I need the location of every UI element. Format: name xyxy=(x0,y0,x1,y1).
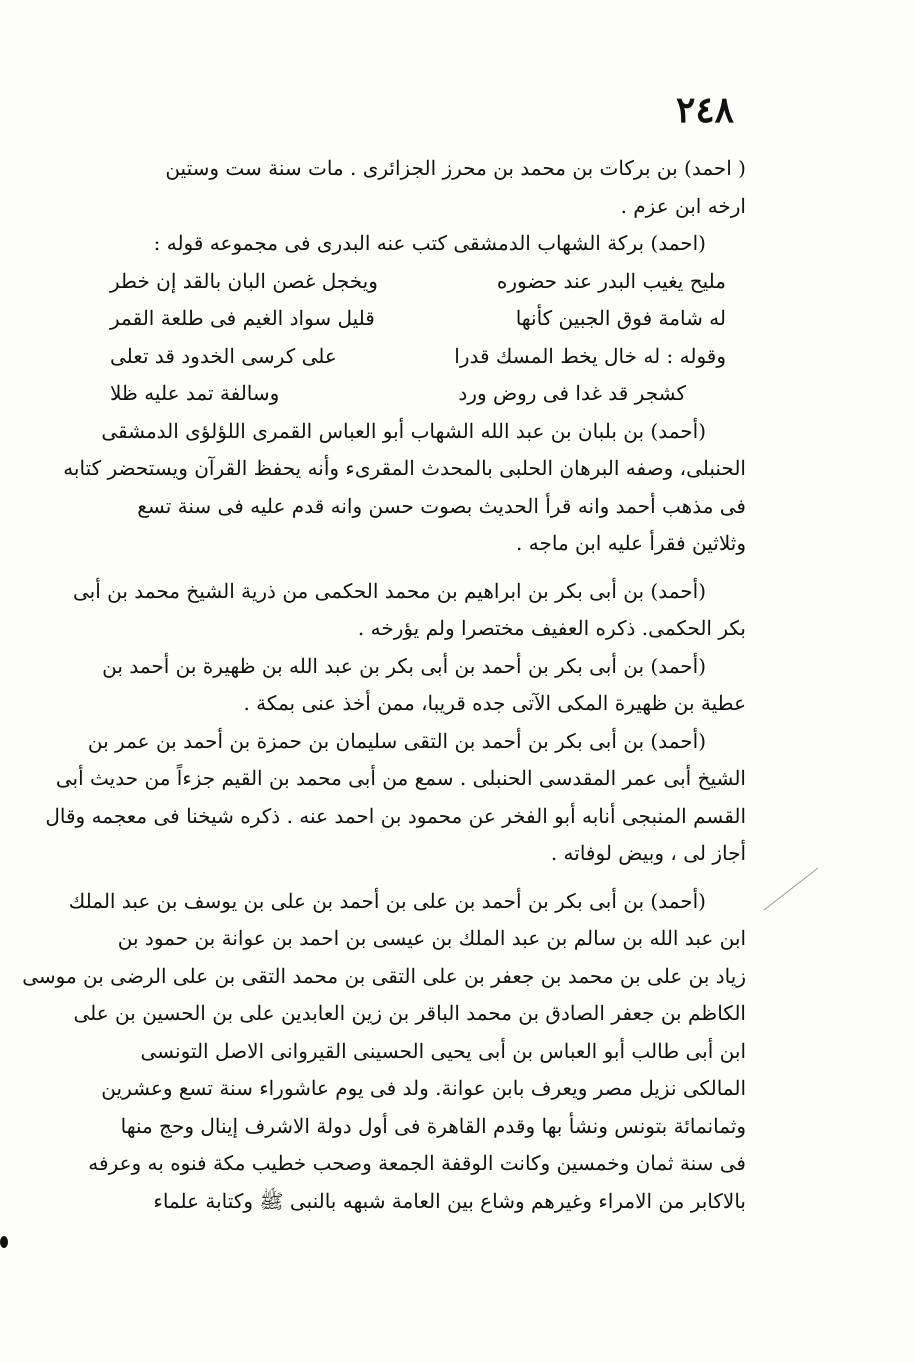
entry-ahmad-bin-zuhayra xyxy=(102,648,746,723)
entry-line: (أحمد) بن بلبان بن عبد الله الشهاب أبو العباس القمرى اللؤلؤى الدمشقى xyxy=(101,418,706,443)
poem-2-verse-2-second-half: وسالفة تمد عليه ظلا xyxy=(110,381,280,405)
entry-line: المالكى نزيل مصر ويعرف بابن عوانة. ولد فى يوم عاشوراء سنة تسع وعشرين xyxy=(101,1076,746,1100)
entry-line: أجاز لى ، وبيض لوفاته . xyxy=(550,841,746,865)
poem-2 xyxy=(106,338,746,413)
poem-2-verse-2 xyxy=(106,375,746,413)
poem-2-verse-1-first-half: وقوله : له خال يخط المسك قدرا xyxy=(454,343,726,368)
entry-line: الكاظم بن جعفر الصادق بن محمد الباقر بن زين العابدين على بن الحسين بن على xyxy=(73,1001,746,1025)
entry-line: (أحمد) بن أبى بكر بن ابراهيم بن محمد الحكمى من ذرية الشيخ محمد بن أبى xyxy=(72,578,706,603)
poem-2-verse-2-first-half: كشجر قد غدا فى روض ورد xyxy=(458,381,686,405)
poem-1-verse-1-first-half: مليح يغيب البدر عند حضوره xyxy=(496,268,726,293)
entry-line: فى مذهب أحمد وانه قرأ الحديث بصوت حسن وانه قدم عليه فى سنة تسع xyxy=(137,493,746,518)
entry-line: الشيخ أبى عمر المقدسى الحنبلى . سمع من أبى محمد بن القيم جزءاً من حديث أبى xyxy=(55,766,746,790)
entry-line: الحنبلى، وصفه البرهان الحلبى بالمحدث المقرىء وأنه يحفظ القرآن ويستحضر كتابه xyxy=(63,456,746,480)
poem-1 xyxy=(106,263,746,338)
main-text-block xyxy=(22,150,746,1220)
entry-line: (أحمد) بن أبى بكر بن أحمد بن أبى بكر بن عبد الله بن ظهيرة بن أحمد بن xyxy=(102,653,706,678)
entry-line: ابن أبى طالب أبو العباس بن أبى يحيى الحسينى القيروانى الاصل التونسى xyxy=(140,1038,746,1063)
entry-ahmad-al-hakami xyxy=(72,573,746,648)
entry-line: القسم المنبجى أنابه أبو الفخر عن محمود بن احمد عنه . ذكره شيخنا فى معجمه وقال xyxy=(45,803,746,828)
margin-pencil-stroke xyxy=(762,864,822,912)
entry-line: (أحمد) بن أبى بكر بن أحمد بن التقى سليمان بن حمزة بن أحمد بن عمر بن xyxy=(87,728,706,753)
edge-ink-dot xyxy=(0,1236,8,1248)
entry-ahmad-ibn-awana xyxy=(22,883,746,1221)
page-number: ٢٤٨ xyxy=(675,89,734,131)
poem-1-verse-2 xyxy=(106,300,746,338)
entry-line: زياد بن على بن محمد بن جعفر بن على التقى بن محمد التقى بن على الرضى بن موسى xyxy=(22,963,746,988)
entry-line: بالاكابر من الامراء وغيرهم وشاع بين العامة شبهه بالنبى ﷺ وكتابة علماء xyxy=(153,1188,746,1213)
entry-line: بكر الحكمى. ذكره العفيف مختصرا ولم يؤرخه . xyxy=(357,616,746,640)
entry-line: وثلاثين فقرأ عليه ابن ماجه . xyxy=(516,531,746,555)
entry-line: عطية بن ظهيرة المكى الآتى جده قريبا، ممن أخذ عنى بمكة . xyxy=(243,691,746,715)
entry-ahmad-al-maqdisi xyxy=(45,723,746,873)
entry-line: فى سنة ثمان وخمسين وكانت الوقفة الجمعة وصحب خطيب مكة فنوه به وعرفه xyxy=(88,1151,746,1175)
poem-2-verse-1-second-half: على كرسى الخدود قد تعلى xyxy=(110,343,337,368)
poem-1-verse-1-second-half: ويخجل غصن البان بالقد إن خطر xyxy=(110,268,378,293)
text-line-entry-ahmad-barakat-2: ارخه ابن عزم . xyxy=(620,193,746,218)
poem-2-verse-1 xyxy=(106,338,746,376)
text-line-entry-ahmad-barakat-1: ( احمد) بن بركات بن محمد بن محرز الجزائرى . مات سنة ست وستين xyxy=(165,156,746,180)
poem-1-verse-1 xyxy=(106,263,746,301)
entry-line: (أحمد) بن أبى بكر بن أحمد بن على بن أحمد بن على بن يوسف بن عبد الملك xyxy=(68,888,706,913)
entry-line: وثمانمائة بتونس ونشأ بها وقدم القاهرة فى أول دولة الاشرف إينال وحج منها xyxy=(120,1113,746,1138)
entry-line: ابن عبد الله بن سالم بن عبد الملك بن عيسى بن احمد بن عوانة بن حمود بن xyxy=(117,926,746,950)
text-line-entry-ahmad-baraka: (احمد) بركة الشهاب الدمشقى كتب عنه البدرى فى مجموعه قوله : xyxy=(153,231,706,255)
entry-ahmad-bin-balban xyxy=(63,413,746,563)
poem-1-verse-2-second-half: قليل سواد الغيم فى طلعة القمر xyxy=(110,306,375,330)
poem-1-verse-2-first-half: له شامة فوق الجبين كأنها xyxy=(515,306,726,330)
